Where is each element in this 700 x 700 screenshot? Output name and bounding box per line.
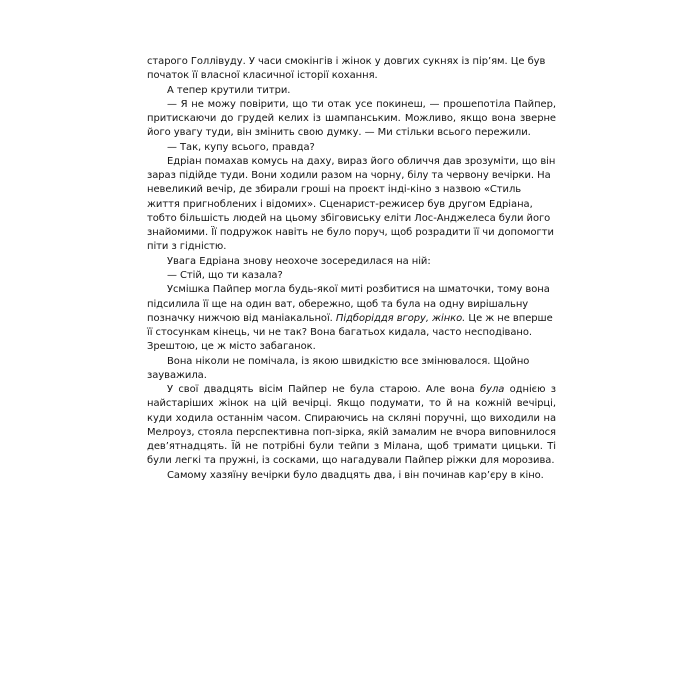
paragraph-text: однією з найстаріших жінок на цій вечірці. Якщо подумати, то й на кожній вечірці, куди ходила останнім часом. Спираючись на скляні поручні, що виходили на Мелроуз, стояла перспективна поп-зірка, якій замалим не вчора виповнилося дев’ятнадцять. Їй не потрібні були тейпи з Мілана, щоб тримати цицьки. Ті були легкі та пружні, із сосками, що нагадували Пайпер ріжки для морозива. — [147, 384, 556, 467]
body-paragraph — [147, 255, 556, 269]
paragraph-text: Увага Едріана знову неохоче зосередилася на ній: — [167, 255, 431, 267]
emphasis-text: була — [480, 384, 505, 396]
body-paragraph — [147, 355, 556, 384]
paragraph-text: Це ж не вперше її стосункам кінець, чи не так? Вона багатьох кидала, часто несподівано. Зрештою, це ж місто забаганок. — [147, 312, 553, 353]
body-paragraph — [147, 283, 556, 354]
body-text-column — [147, 55, 556, 483]
paragraph-text: У свої двадцять вісім Пайпер не була старою. Але вона — [167, 384, 481, 396]
paragraph-text: — Стій, що ти казала? — [167, 269, 283, 281]
body-paragraph — [147, 155, 556, 255]
paragraph-text: — Я не можу повірити, що ти отак усе покинеш, — прошепотіла Пайпер, притискаючи до грудей келих із шампанським. Можливо, якщо вона зверне його увагу туди, він змінить свою думку. — Ми стільки всього пережили. — [147, 98, 556, 139]
body-paragraph — [147, 141, 556, 155]
paragraph-text: — Так, купу всього, правда? — [167, 141, 315, 153]
body-paragraph — [147, 383, 556, 469]
body-paragraph — [147, 469, 556, 483]
paragraph-text: Самому хазяїну вечірки було двадцять два, і він починав кар’єру в кіно. — [167, 469, 544, 481]
body-paragraph — [147, 55, 556, 84]
paragraph-text: Едріан помахав комусь на даху, вираз його обличчя дав зрозуміти, що він зараз підійде туди. Вони ходили разом на чорну, білу та червону вечірки. На невеликий вечір, де збирали гроші на проєкт інді-кіно з назвою «Стиль життя пригноблених і відомих». Сценарист-режисер був другом Едріана, тобто більшість людей на цьому збіговиську еліти Лос-Анджелеса були його знайомими. Її подружок навіть не було поруч, щоб розрадити її чи допомогти піти з гідністю. — [147, 155, 556, 253]
paragraph-text: А тепер крутили титри. — [167, 84, 291, 96]
body-paragraph — [147, 98, 556, 141]
paragraph-text: старого Голлівуду. У часи смокінгів і жінок у довгих сукнях із пір’ям. Це був початок її власної класичної історії кохання. — [147, 56, 546, 82]
paragraph-text: Вона ніколи не помічала, із якою швидкістю все змінювалося. Щойно зауважила. — [147, 355, 530, 381]
paragraph-text: Усмішка Пайпер могла будь-якої миті розбитися на шматочки, тому вона підсилила її ще на один ват, обережно, щоб та була на одну вирішальну позначку нижчою від маніакальної. — [147, 284, 550, 324]
body-paragraph — [147, 84, 556, 98]
body-paragraph — [147, 269, 556, 283]
emphasis-text: Підборіддя вгору, жінко. — [335, 312, 466, 324]
